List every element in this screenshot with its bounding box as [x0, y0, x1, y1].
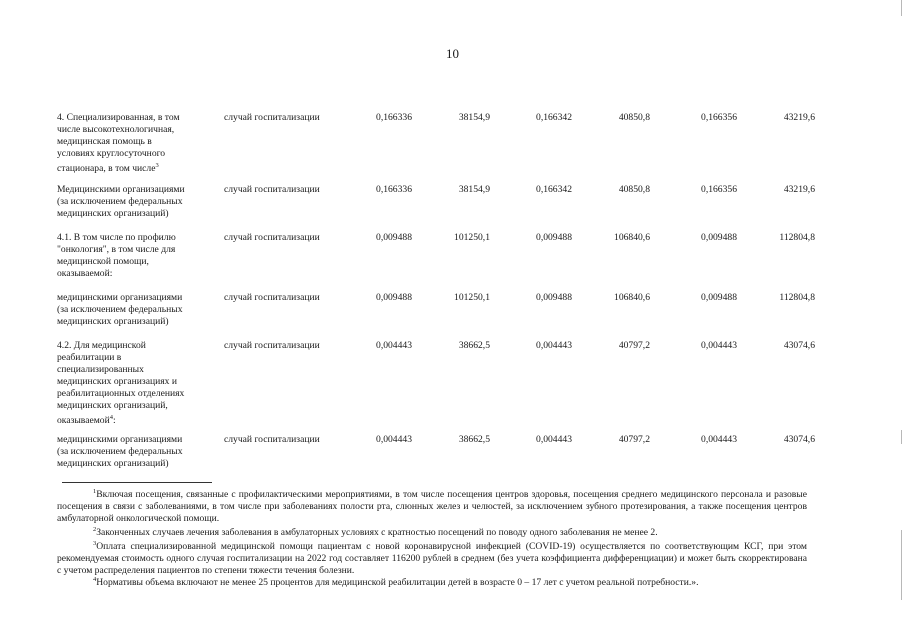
- unit-cell: случай госпитализации: [224, 112, 320, 123]
- footnote-separator: [62, 482, 212, 483]
- unit-cell: случай госпитализации: [224, 232, 320, 243]
- scan-edge-mark: [901, 530, 902, 600]
- value-cell: 0,166336: [376, 184, 412, 195]
- footnote: $^1$Включая посещения, связанные с профилактическими мероприятиями, в том числе посещения центров здоровья, посещения среднего медицинского персонала и разовые посещения в связи с заболеваниями, в том числе при заболеваниях полости рта, слюнных желез и челюстей, за исключением зубного протезирования, а также посещения центров амбулаторной онкологической помощи.: [57, 487, 807, 524]
- value-cell: 0,004443: [536, 340, 572, 351]
- value-cell: 43074,6: [783, 434, 815, 445]
- value-cell: 101250,1: [454, 232, 490, 243]
- scan-edge-mark: [901, 0, 902, 16]
- table-row-description: Медицинскими организациями (за исключением федеральных медицинских организаций): [57, 184, 185, 219]
- value-cell: 112804,8: [779, 232, 815, 243]
- value-cell: 38662,5: [458, 434, 490, 445]
- unit-cell: случай госпитализации: [224, 184, 320, 195]
- value-cell: 106840,6: [614, 292, 650, 303]
- value-cell: 43219,6: [783, 184, 815, 195]
- footnote-ref: 4: [109, 414, 113, 421]
- value-cell: 106840,6: [614, 232, 650, 243]
- value-cell: 0,004443: [701, 434, 737, 445]
- value-cell: 0,166356: [701, 112, 737, 123]
- footnote: $^2$Законченных случаев лечения заболевания в амбулаторных условиях с кратностью посещений по поводу одного заболевания не менее 2.: [93, 525, 658, 538]
- footnote-ref: 3: [155, 162, 159, 169]
- value-cell: 0,166342: [536, 112, 572, 123]
- value-cell: 0,009488: [536, 292, 572, 303]
- value-cell: 0,009488: [701, 292, 737, 303]
- value-cell: 0,004443: [701, 340, 737, 351]
- value-cell: 38154,9: [458, 112, 490, 123]
- value-cell: 40797,2: [618, 340, 650, 351]
- unit-cell: случай госпитализации: [224, 292, 320, 303]
- table-row-description: медицинскими организациями (за исключением федеральных медицинских организаций): [57, 434, 183, 469]
- value-cell: 38154,9: [458, 184, 490, 195]
- value-cell: 0,004443: [536, 434, 572, 445]
- value-cell: 43219,6: [783, 112, 815, 123]
- value-cell: 0,166342: [536, 184, 572, 195]
- value-cell: 0,009488: [376, 232, 412, 243]
- footnote: $^3$Оплата специализированной медицинской помощи пациентам с новой коронавирусной инфекцией (COVID-19) осуществляется по соответствующим КСГ, при этом рекомендуемая стоимость одного случая госпитализации на 2022 год составляет 116200 рублей в среднем (без учета коэффициента дифференциации) и может быть скорректирована с учетом распределения пациентов по степени тяжести течения болезни.: [57, 539, 807, 576]
- value-cell: 43074,6: [783, 340, 815, 351]
- value-cell: 101250,1: [454, 292, 490, 303]
- value-cell: 38662,5: [458, 340, 490, 351]
- page-number: 10: [446, 46, 459, 61]
- value-cell: 0,166336: [376, 112, 412, 123]
- value-cell: 112804,8: [779, 292, 815, 303]
- value-cell: 40850,8: [618, 112, 650, 123]
- value-cell: 0,004443: [376, 340, 412, 351]
- table-row-description: 4. Специализированная, в том числе высокотехнологичная, медицинская помощь в условиях круглосуточного стационара, в том числе$^3$: [57, 112, 180, 175]
- footnote: $^4$Нормативы объема включают не менее 25 процентов для медицинской реабилитации детей в возрасте 0 – 17 лет с учетом реальной потребности.».: [93, 575, 699, 588]
- table-row-description: 4.2. Для медицинской реабилитации в специализированных медицинских организациях и реабилитационных отделениях медицинских организаций, оказываемой$^4$:: [57, 340, 185, 427]
- value-cell: 0,004443: [376, 434, 412, 445]
- table-row-description: 4.1. В том числе по профилю "онкология", в том числе для медицинской помощи, оказываемой:: [57, 232, 176, 279]
- value-cell: 0,009488: [701, 232, 737, 243]
- value-cell: 0,166356: [701, 184, 737, 195]
- unit-cell: случай госпитализации: [224, 434, 320, 445]
- scan-edge-mark: [901, 430, 902, 444]
- value-cell: 40797,2: [618, 434, 650, 445]
- table-row-description: медицинскими организациями (за исключением федеральных медицинских организаций): [57, 292, 183, 327]
- value-cell: 0,009488: [376, 292, 412, 303]
- unit-cell: случай госпитализации: [224, 340, 320, 351]
- value-cell: 0,009488: [536, 232, 572, 243]
- value-cell: 40850,8: [618, 184, 650, 195]
